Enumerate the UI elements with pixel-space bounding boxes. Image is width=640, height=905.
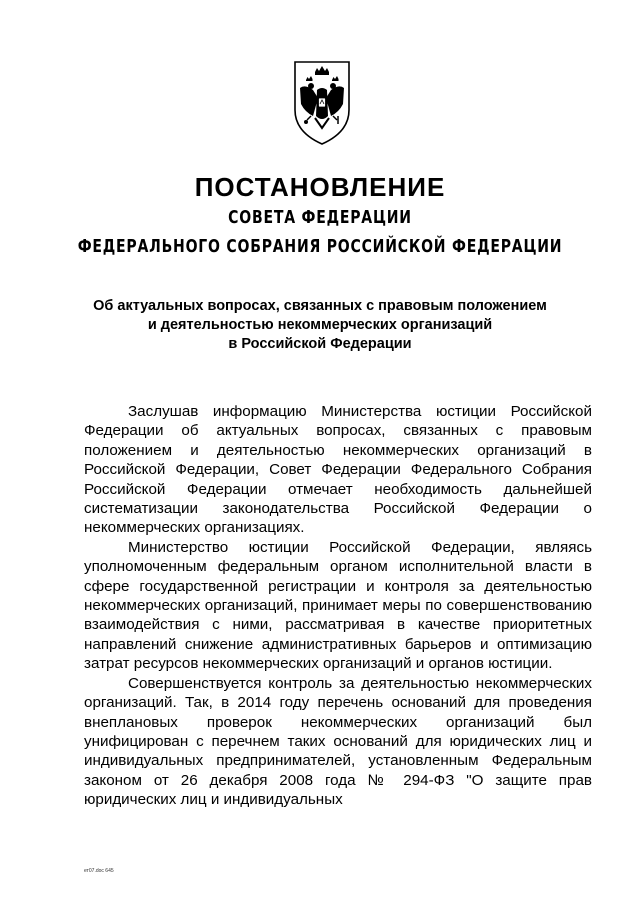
coat-of-arms-emblem: [291, 58, 353, 146]
subject-line-1: Об актуальных вопросах, связанных с правовым положением: [93, 298, 547, 314]
body-paragraph-1: Заслушав информацию Министерства юстиции Российской Федерации об актуальных вопросах, связанных с правовым положением и деятельностью некоммерческих организаций в Российской Федерации, Совет Федерации Федерального Собрания Российской Федерации отмечает необходимость дальнейшей систематизации законодательства Российской Федерации о некоммерческих организациях.: [84, 403, 592, 537]
issuer-line-2: ФЕДЕРАЛЬНОГО СОБРАНИЯ РОССИЙСКОЙ ФЕДЕРАЦИИ: [77, 236, 563, 257]
russian-coat-of-arms-icon: [291, 58, 353, 146]
document-subject: [60, 297, 580, 354]
issuer-line-1: СОВЕТА ФЕДЕРАЦИИ: [228, 207, 412, 228]
body-paragraph-3: Совершенствуется контроль за деятельностью некоммерческих организаций. Так, в 2014 году перечень оснований для проведения внеплановых проверок некоммерческих организаций был унифицирован с перечнем таких оснований для юридических лиц и индивидуальных предпринимателей, установленным Федеральным законом от 26 декабря 2008 года № 294-ФЗ "О защите прав юридических лиц и индивидуальных: [84, 674, 592, 809]
document-body: [84, 402, 592, 810]
file-reference: ет07.doc 645: [84, 868, 114, 874]
body-paragraph-2: Министерство юстиции Российской Федерации, являясь уполномоченным федеральным органом исполнительной власти в сфере государственной регистрации и контроля за деятельностью некоммерческих организаций, принимает меры по совершенствованию взаимодействия с ними, рассматривая в качестве приоритетных направлений снижение административных барьеров и оптимизацию затрат ресурсов некоммерческих организаций и органов юстиции.: [84, 538, 592, 673]
document-title: ПОСТАНОВЛЕНИЕ: [194, 172, 446, 202]
subject-line-3: в Российской Федерации: [228, 336, 412, 352]
subject-line-2: и деятельностью некоммерческих организаций: [147, 317, 493, 333]
